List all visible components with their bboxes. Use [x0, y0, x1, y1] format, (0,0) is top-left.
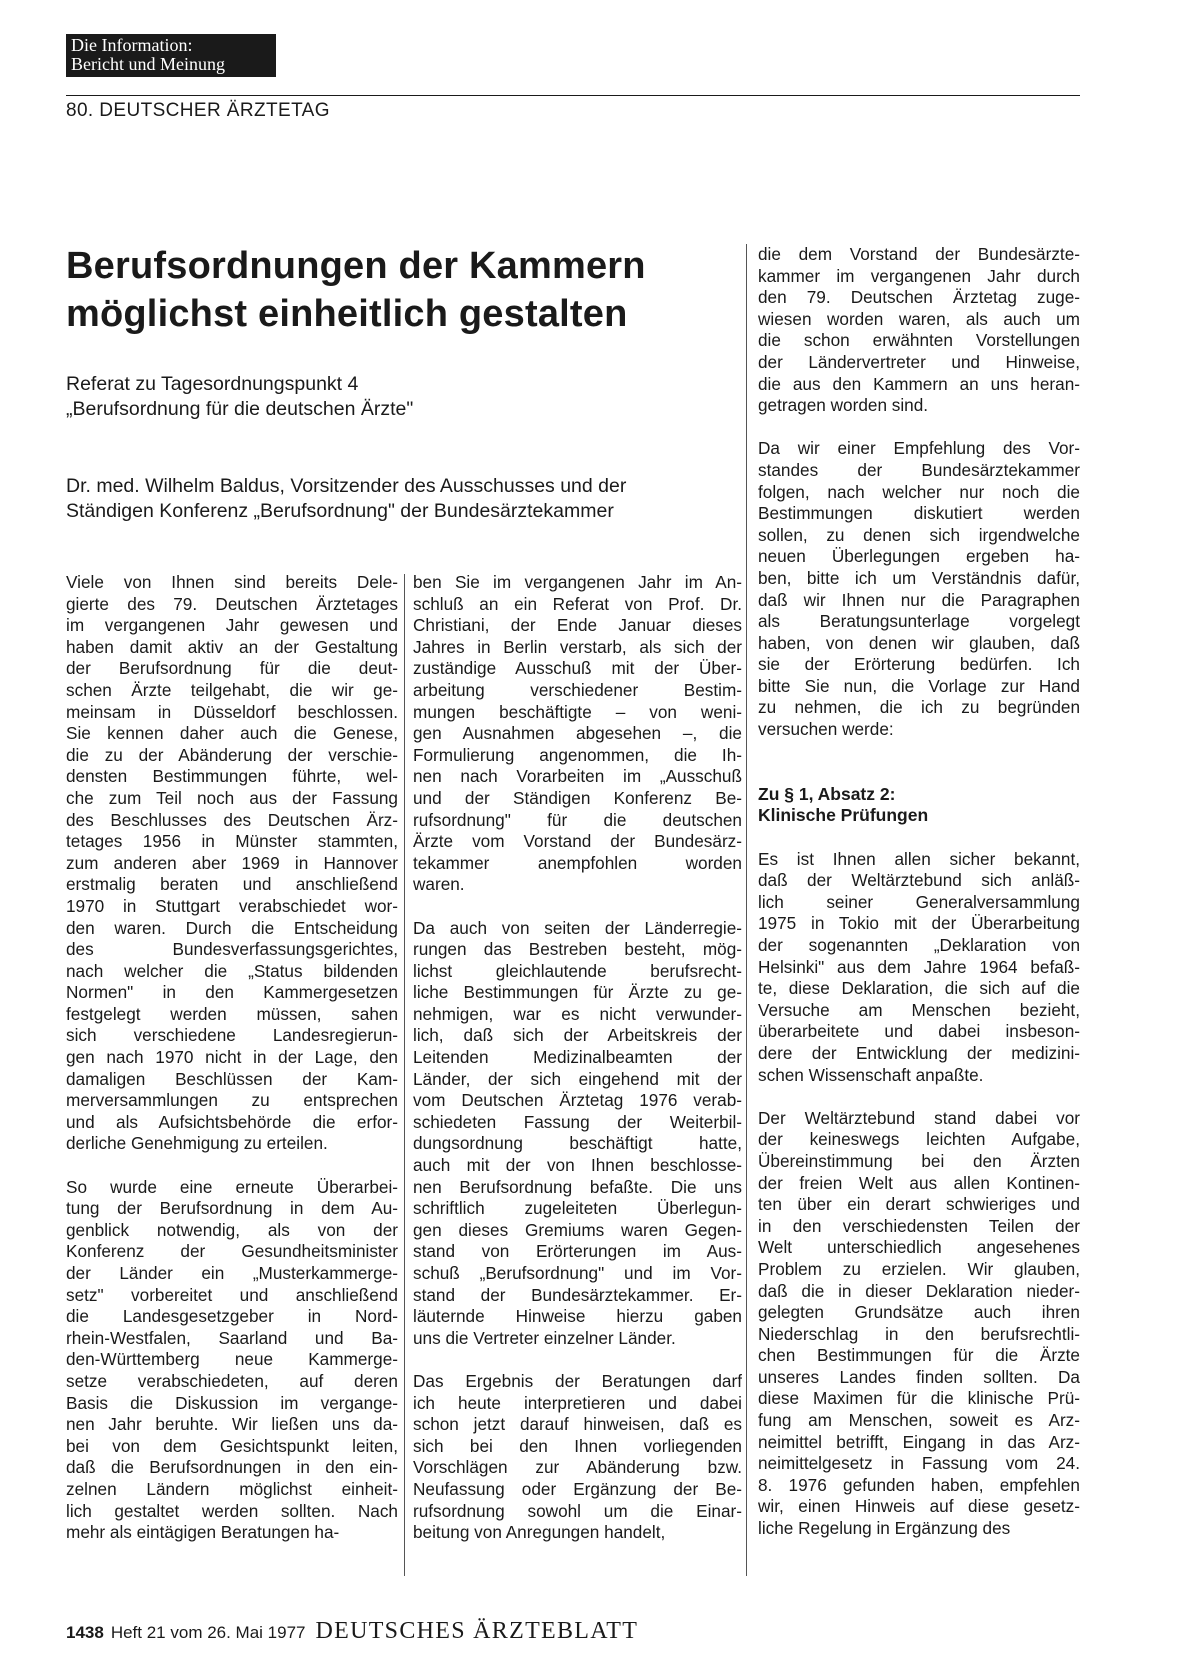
text-line: Leitenden Medizinalbeamten der — [413, 1047, 742, 1068]
text-line: fung am Menschen, soweit es Arz- — [758, 1410, 1080, 1431]
text-line: stand von Erörterungen im Aus- — [413, 1241, 742, 1262]
text-line: 1975 in Tokio mit der Überarbeitung — [758, 913, 1080, 934]
paragraph — [758, 438, 1080, 740]
paragraph — [758, 244, 1080, 417]
text-line: Der Weltärztebund stand dabei vor — [758, 1107, 1080, 1128]
text-line: gen nach 1970 nicht in der Lage, den — [66, 1047, 398, 1068]
article-subtitle-line: „Berufsordnung für die deutschen Ärzte" — [66, 398, 414, 420]
page-footer — [66, 1618, 638, 1645]
text-column-middle — [413, 572, 742, 1544]
text-line: die zu der Abänderung der verschie- — [66, 744, 398, 765]
text-line: wiesen worden waren, als auch um — [758, 308, 1080, 329]
text-line: ben, bitte ich um Verständnis dafür, — [758, 567, 1080, 588]
text-line: folgen, nach welcher nur noch die — [758, 481, 1080, 502]
text-line: sie der Erörterung bedürfen. Ich — [758, 654, 1080, 675]
text-line: Da wir einer Empfehlung des Vor- — [758, 438, 1080, 459]
text-line: Jahres in Berlin verstarb, als sich der — [413, 636, 742, 657]
text-line: lich seiner Generalversammlung — [758, 891, 1080, 912]
text-line: tekammer anempfohlen worden — [413, 852, 742, 873]
text-line: Es ist Ihnen allen sicher bekannt, — [758, 848, 1080, 869]
text-line: ich heute interpretieren und dabei — [413, 1392, 742, 1413]
text-line: Das Ergebnis der Beratungen darf — [413, 1370, 742, 1391]
text-line: wir, einen Hinweis auf diese gesetz- — [758, 1496, 1080, 1517]
text-line: zelnen Ländern möglichst einheit- — [66, 1478, 398, 1499]
congress-name: 80. DEUTSCHER ÄRZTETAG — [66, 100, 330, 121]
text-line: der Länder ein „Musterkammerge- — [66, 1263, 398, 1283]
text-line: merversammlungen zu entsprechen — [66, 1090, 398, 1111]
text-line: Versuche am Menschen bezieht, — [758, 999, 1080, 1020]
text-line: versuchen werde: — [758, 719, 894, 740]
text-line: Helsinki" aus dem Jahre 1964 befaß- — [758, 956, 1080, 977]
text-line: des Beschlusses des Deutschen Ärz- — [66, 809, 398, 830]
text-line: schluß an ein Referat von Prof. Dr. — [413, 593, 742, 614]
text-line: neuen Überlegungen ergeben ha- — [758, 546, 1080, 567]
page-number: 1438 — [66, 1623, 104, 1642]
text-line: im vergangenen Jahr gewesen und — [66, 615, 398, 636]
text-line: neimittelgesetz in Fassung vom 24. — [758, 1453, 1080, 1474]
text-line: uns die Vertreter einzelner Länder. — [413, 1327, 676, 1348]
journal-name: DEUTSCHES ÄRZTEBLATT — [315, 1618, 639, 1644]
text-line: Problem zu erzielen. Wir glauben, — [758, 1258, 1080, 1279]
text-line: bei von dem Gesichtspunkt leiten, — [66, 1435, 398, 1456]
text-line: und der Ständigen Konferenz Be- — [413, 787, 742, 808]
text-line: schuß „Berufsordnung" und im Vor- — [413, 1263, 742, 1283]
author-byline-line: Dr. med. Wilhelm Baldus, Vorsitzender des Ausschusses und der — [66, 475, 627, 497]
text-line: gen Ausnahmen abgesehen –, die — [413, 723, 742, 744]
article-title-line: möglichst einheitlich gestalten — [66, 293, 628, 335]
text-line: auch mit der von Ihnen beschlosse- — [413, 1155, 742, 1176]
paragraph — [413, 918, 742, 1350]
text-line: setz" vorbereitet und anschließend — [66, 1284, 398, 1305]
text-line: diese Maximen für die klinische Prü- — [758, 1388, 1080, 1409]
text-line: rhein-Westfalen, Saarland und Ba- — [66, 1327, 398, 1348]
text-line: densten Bestimmungen führte, wel- — [66, 766, 398, 787]
text-column-right — [758, 244, 1080, 1540]
text-line: zum anderen aber 1969 in Hannover — [66, 852, 398, 873]
text-line: schiedeten Fassung der Weiterbil- — [413, 1111, 742, 1132]
author-byline-line: Ständigen Konferenz „Berufsordnung" der Bundesärztekammer — [66, 500, 614, 522]
text-line: che zum Teil noch aus der Fassung — [66, 787, 398, 808]
text-line: Welt unterschiedlich angesehenes — [758, 1237, 1080, 1258]
text-line: die dem Vorstand der Bundesärzte- — [758, 244, 1080, 264]
text-line: vom Deutschen Ärztetag 1976 verab- — [413, 1090, 742, 1111]
text-line: gierte des 79. Deutschen Ärztetages — [66, 593, 398, 614]
text-line: getragen worden sind. — [758, 395, 929, 416]
text-line: Neufassung oder Ergänzung der Be- — [413, 1478, 742, 1499]
text-line: läuternde Hinweise hierzu gaben — [413, 1306, 742, 1327]
section-label-line: Bericht und Meinung — [71, 54, 225, 74]
text-line: ten über ein derart schwieriges und — [758, 1194, 1080, 1215]
paragraph — [758, 849, 1080, 1087]
text-line: Ärzte vom Vorstand der Bundesärz- — [413, 831, 742, 852]
article-title — [66, 242, 646, 338]
text-line: kammer im vergangenen Jahr durch — [758, 265, 1080, 286]
text-line: liche Bestimmungen für Ärzte zu ge- — [413, 982, 742, 1003]
text-line: Länder, der sich eingehend mit der — [413, 1068, 742, 1089]
text-line: den waren. Durch die Entscheidung — [66, 917, 398, 938]
text-line: lichst gleichlautende berufsrecht- — [413, 960, 742, 981]
text-line: der sogenannten „Deklaration von — [758, 935, 1080, 955]
text-line: derliche Genehmigung zu erteilen. — [66, 1133, 328, 1154]
text-line: dere der Entwicklung der medizini- — [758, 1042, 1080, 1063]
article-subtitle-line: Referat zu Tagesordnungspunkt 4 — [66, 373, 359, 395]
section-label-line: Die Information: — [71, 35, 193, 55]
text-line: mungen beschäftigte – von weni- — [413, 701, 742, 722]
text-line: Christiani, der Ende Januar dieses — [413, 615, 742, 636]
text-line: Niederschlag in den berufsrechtli- — [758, 1323, 1080, 1344]
text-line: waren. — [413, 874, 465, 895]
section-heading — [758, 784, 1080, 827]
text-line: standes der Bundesärztekammer — [758, 459, 1080, 480]
section-label — [66, 34, 276, 77]
column-rule — [404, 574, 405, 1576]
text-line: damaligen Beschlüssen der Kam- — [66, 1068, 398, 1089]
text-line: beitung von Anregungen handelt, — [413, 1522, 666, 1543]
article-subtitle — [66, 372, 413, 422]
paragraph — [66, 572, 398, 1155]
text-line: Klinische Prüfungen — [758, 805, 929, 826]
text-line: daß der Weltärztebund sich anläß- — [758, 870, 1080, 891]
text-line: Basis die Diskussion im vergange- — [66, 1392, 398, 1413]
text-line: setze verabschiedeten, auf deren — [66, 1370, 398, 1391]
text-line: schen Wissenschaft anpaßte. — [758, 1064, 984, 1085]
text-line: lich, daß sich der Arbeitskreis der — [413, 1025, 742, 1046]
text-line: die schon erwähnten Vorstellungen — [758, 330, 1080, 351]
text-line: und als Aufsichtsbehörde die erfor- — [66, 1111, 398, 1132]
paragraph — [413, 572, 742, 896]
text-line: Viele von Ihnen sind bereits Dele- — [66, 572, 398, 592]
issue-info: Heft 21 vom 26. Mai 1977 — [110, 1623, 306, 1642]
text-line: der Berufsordnung für die deut- — [66, 658, 398, 679]
text-line: neimittel betrifft, Eingang in das Arz- — [758, 1431, 1080, 1452]
text-line: der freien Welt aus allen Kontinen- — [758, 1172, 1080, 1193]
text-line: genblick notwendig, als von der — [66, 1219, 398, 1240]
text-line: überarbeitete und dabei insbeson- — [758, 1021, 1080, 1042]
text-line: te, diese Deklaration, die sich auf die — [758, 978, 1080, 999]
author-byline — [66, 474, 626, 524]
text-line: daß wir Ihnen nur die Paragraphen — [758, 589, 1080, 610]
text-line: So wurde eine erneute Überarbei- — [66, 1176, 398, 1197]
text-line: den-Württemberg neue Kammerge- — [66, 1349, 398, 1370]
text-line: Konferenz der Gesundheitsminister — [66, 1241, 398, 1262]
text-line: 1970 in Stuttgart verabschiedet wor- — [66, 895, 398, 916]
article-title-line: Berufsordnungen der Kammern — [66, 245, 646, 287]
text-line: nen Jahr beruhte. Wir ließen uns da- — [66, 1414, 398, 1435]
text-line: 8. 1976 gefunden haben, empfehlen — [758, 1474, 1080, 1495]
text-line: chen Bestimmungen für die Ärzte — [758, 1345, 1080, 1366]
text-line: rufsordnung sowohl um die Einar- — [413, 1500, 742, 1521]
text-line: als Beratungsunterlage vorgelegt — [758, 611, 1080, 632]
text-line: erstmalig beraten und anschließend — [66, 874, 398, 895]
text-line: sich bei den Ihnen vorliegenden — [413, 1435, 742, 1456]
text-line: Sie kennen daher auch die Genese, — [66, 723, 398, 744]
column-rule — [746, 244, 747, 1576]
text-line: tung der Berufsordnung in dem Au- — [66, 1198, 398, 1219]
text-line: schon jetzt darauf hinweisen, daß es — [413, 1414, 742, 1435]
text-line: nen nach Vorarbeiten im „Ausschuß — [413, 766, 742, 787]
text-line: bitte Sie nun, die Vorlage zur Hand — [758, 675, 1080, 696]
text-line: lich gestaltet werden sollten. Nach — [66, 1500, 398, 1521]
text-line: ben Sie im vergangenen Jahr im An- — [413, 572, 742, 592]
text-line: mehr als eintägigen Beratungen ha- — [66, 1522, 340, 1543]
text-line: nach welcher die „Status bildenden — [66, 960, 398, 981]
paragraph — [413, 1371, 742, 1544]
text-line: rufsordnung" für die deutschen — [413, 809, 742, 830]
text-line: die Landesgesetzgeber in Nord- — [66, 1306, 398, 1327]
text-line: Vorschlägen zur Abänderung bzw. — [413, 1457, 742, 1478]
text-line: Zu § 1, Absatz 2: — [758, 783, 896, 804]
text-line: Übereinstimmung bei den Ärzten — [758, 1150, 1080, 1171]
text-line: tetages 1956 in Münster stammten, — [66, 831, 398, 852]
text-line: daß die in dieser Deklaration nieder- — [758, 1280, 1080, 1301]
text-line: stand der Bundesärztekammer. Er- — [413, 1284, 742, 1305]
text-line: sich verschiedene Landesregierun- — [66, 1025, 398, 1046]
text-line: nehmigen, war es nicht verwunder- — [413, 1003, 742, 1024]
text-line: den 79. Deutschen Ärztetag zuge- — [758, 287, 1080, 308]
text-column-left — [66, 572, 398, 1544]
text-line: der Ländervertreter und Hinweise, — [758, 351, 1080, 372]
text-line: gelegten Grundsätze auch ihren — [758, 1302, 1080, 1323]
text-line: Da auch von seiten der Länderregie- — [413, 917, 742, 938]
text-line: unseres Landes finden sollten. Da — [758, 1366, 1080, 1387]
text-line: schen Ärzte teilgehabt, die wir ge- — [66, 679, 398, 700]
text-line: des Bundesverfassungsgerichtes, — [66, 939, 398, 960]
text-line: dungsordnung beschäftigt hatte, — [413, 1133, 742, 1154]
paragraph — [758, 1108, 1080, 1540]
text-line: daß die Berufsordnungen in den ein- — [66, 1457, 398, 1478]
text-line: Bestimmungen diskutiert werden — [758, 503, 1080, 524]
text-line: liche Regelung in Ergänzung des — [758, 1518, 1011, 1539]
text-line: in den verschiedensten Teilen der — [758, 1215, 1080, 1236]
text-line: nen Berufsordnung befaßte. Die uns — [413, 1176, 742, 1197]
text-line: der keineswegs leichten Aufgabe, — [758, 1129, 1080, 1150]
header-rule — [66, 95, 1080, 96]
text-line: sollen, zu denen sich irgendwelche — [758, 524, 1080, 545]
text-line: festgelegt werden müssen, sahen — [66, 1003, 398, 1024]
text-line: meinsam in Düsseldorf beschlossen. — [66, 701, 398, 722]
text-line: die aus den Kammern an uns heran- — [758, 373, 1080, 394]
text-line: zuständige Ausschuß mit der Über- — [413, 658, 742, 679]
text-line: Formulierung angenommen, die Ih- — [413, 744, 742, 765]
paragraph — [66, 1177, 398, 1544]
text-line: Normen" in den Kammergesetzen — [66, 982, 398, 1003]
text-line: haben damit aktiv an der Gestaltung — [66, 636, 398, 657]
text-line: arbeitung verschiedener Bestim- — [413, 679, 742, 700]
text-line: zu nehmen, die ich zu begründen — [758, 697, 1080, 718]
text-line: gen dieses Gremiums waren Gegen- — [413, 1219, 742, 1240]
text-line: rungen das Bestreben besteht, mög- — [413, 939, 742, 960]
text-line: haben, von denen wir glauben, daß — [758, 632, 1080, 653]
text-line: schriftlich zugeleiteten Überlegun- — [413, 1198, 742, 1219]
